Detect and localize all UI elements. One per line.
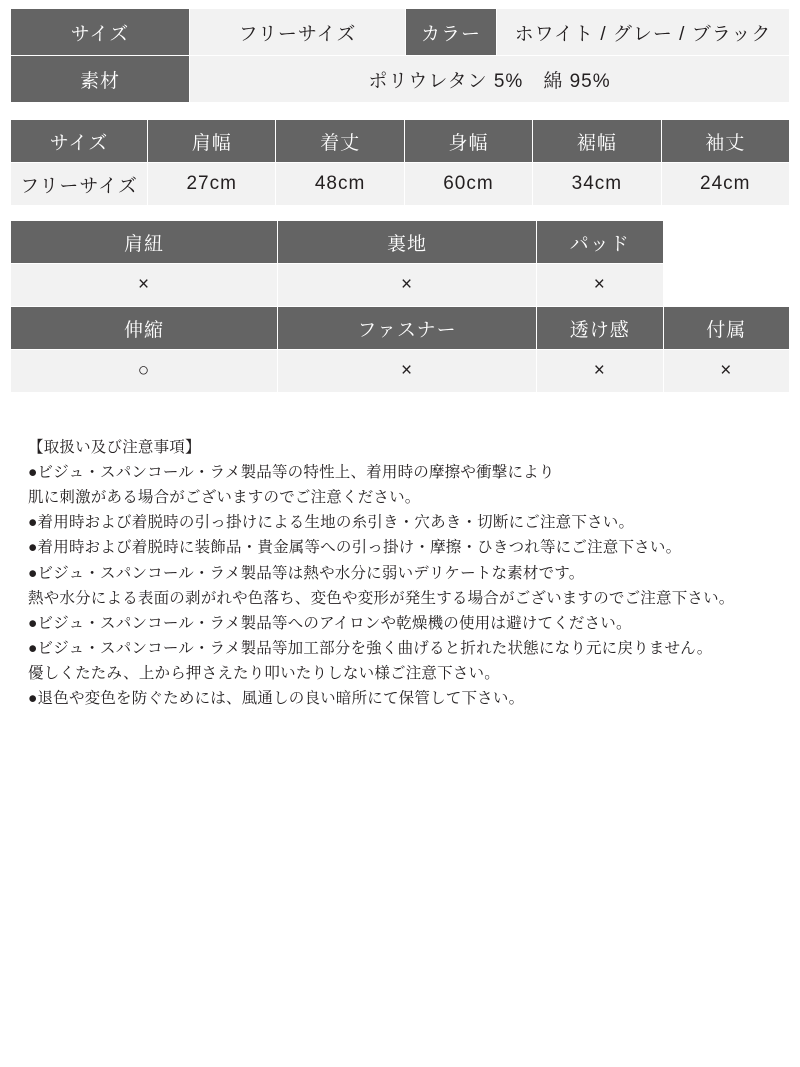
- measurement-header-hem: 裾幅: [533, 120, 661, 163]
- care-note-line: ●退色や変色を防ぐためには、風通しの良い暗所にて保管して下さい。: [28, 690, 525, 708]
- measurement-value-bust: 60cm: [404, 163, 532, 206]
- measurement-table: [10, 119, 790, 206]
- care-note-line: 熱や水分による表面の剥がれや色落ち、変色や変形が発生する場合がございますのでご注意下さい。: [28, 589, 735, 607]
- care-note-line: 優しくたたみ、上から押さえたり叩いたりしない様ご注意下さい。: [28, 664, 500, 682]
- spec-table-block: [10, 8, 790, 103]
- measurement-value-length: 48cm: [276, 163, 404, 206]
- detail-header-accessory: 付属: [663, 307, 790, 350]
- detail-value-zipper: ×: [278, 350, 537, 393]
- care-note-line: 肌に刺激がある場合がございますのでご注意ください。: [28, 489, 421, 507]
- measurement-header-sleeve: 袖丈: [661, 120, 789, 163]
- spec-color-label: カラー: [406, 9, 497, 56]
- detail-value-stretch: ○: [11, 350, 278, 393]
- spec-material-value: ポリウレタン 5% 綿 95%: [190, 56, 790, 103]
- detail-header-lining: 裏地: [278, 221, 537, 264]
- detail-value-accessory: ×: [663, 350, 790, 393]
- measurement-header-size: サイズ: [11, 120, 148, 163]
- care-note-line: ●ビジュ・スパンコール・ラメ製品等の特性上、着用時の摩擦や衝撃により: [28, 464, 555, 482]
- measurement-header-length: 着丈: [276, 120, 404, 163]
- table-row: [11, 56, 790, 103]
- detail-header-stretch: 伸縮: [11, 307, 278, 350]
- spec-size-value: フリーサイズ: [190, 9, 406, 56]
- table-row: [11, 350, 790, 393]
- detail-header-sheer: 透け感: [537, 307, 664, 350]
- care-note-line: ●ビジュ・スパンコール・ラメ製品等は熱や水分に弱いデリケートな素材です。: [28, 564, 585, 582]
- table-row: [11, 163, 790, 206]
- table-row: [11, 264, 790, 307]
- table-row: [11, 221, 790, 264]
- measurement-value-size: フリーサイズ: [11, 163, 148, 206]
- measurement-header-bust: 身幅: [404, 120, 532, 163]
- table-row: [11, 9, 790, 56]
- detail-table: [10, 220, 790, 393]
- spec-material-label: 素材: [11, 56, 190, 103]
- detail-header-pad: パッド: [537, 221, 664, 264]
- table-row: [11, 120, 790, 163]
- spec-size-label: サイズ: [11, 9, 190, 56]
- detail-header-zipper: ファスナー: [278, 307, 537, 350]
- measurement-header-shoulder: 肩幅: [148, 120, 276, 163]
- measurement-value-hem: 34cm: [533, 163, 661, 206]
- measurement-value-sleeve: 24cm: [661, 163, 789, 206]
- care-note-line: ●ビジュ・スパンコール・ラメ製品等へのアイロンや乾燥機の使用は避けてください。: [28, 614, 632, 632]
- care-notes: [10, 435, 790, 711]
- care-note-line: ●ビジュ・スパンコール・ラメ製品等加工部分を強く曲げると折れた状態になり元に戻りません。: [28, 639, 713, 657]
- measurement-value-shoulder: 27cm: [148, 163, 276, 206]
- detail-value-pad: ×: [537, 264, 664, 307]
- detail-value-sheer: ×: [537, 350, 664, 393]
- detail-value-strap: ×: [11, 264, 278, 307]
- care-notes-title: 【取扱い及び注意事項】: [28, 439, 201, 456]
- care-note-line: ●着用時および着脱時の引っ掛けによる生地の糸引き・穴あき・切断にご注意下さい。: [28, 514, 635, 532]
- spec-table: [10, 8, 790, 103]
- detail-value-lining: ×: [278, 264, 537, 307]
- detail-table-block: [10, 220, 790, 393]
- spec-color-value: ホワイト / グレー / ブラック: [497, 9, 790, 56]
- detail-header-strap: 肩紐: [11, 221, 278, 264]
- table-row: [11, 307, 790, 350]
- care-note-line: ●着用時および着脱時に装飾品・貴金属等への引っ掛け・摩擦・ひきつれ等にご注意下さい。: [28, 539, 682, 557]
- measurement-table-block: [10, 119, 790, 206]
